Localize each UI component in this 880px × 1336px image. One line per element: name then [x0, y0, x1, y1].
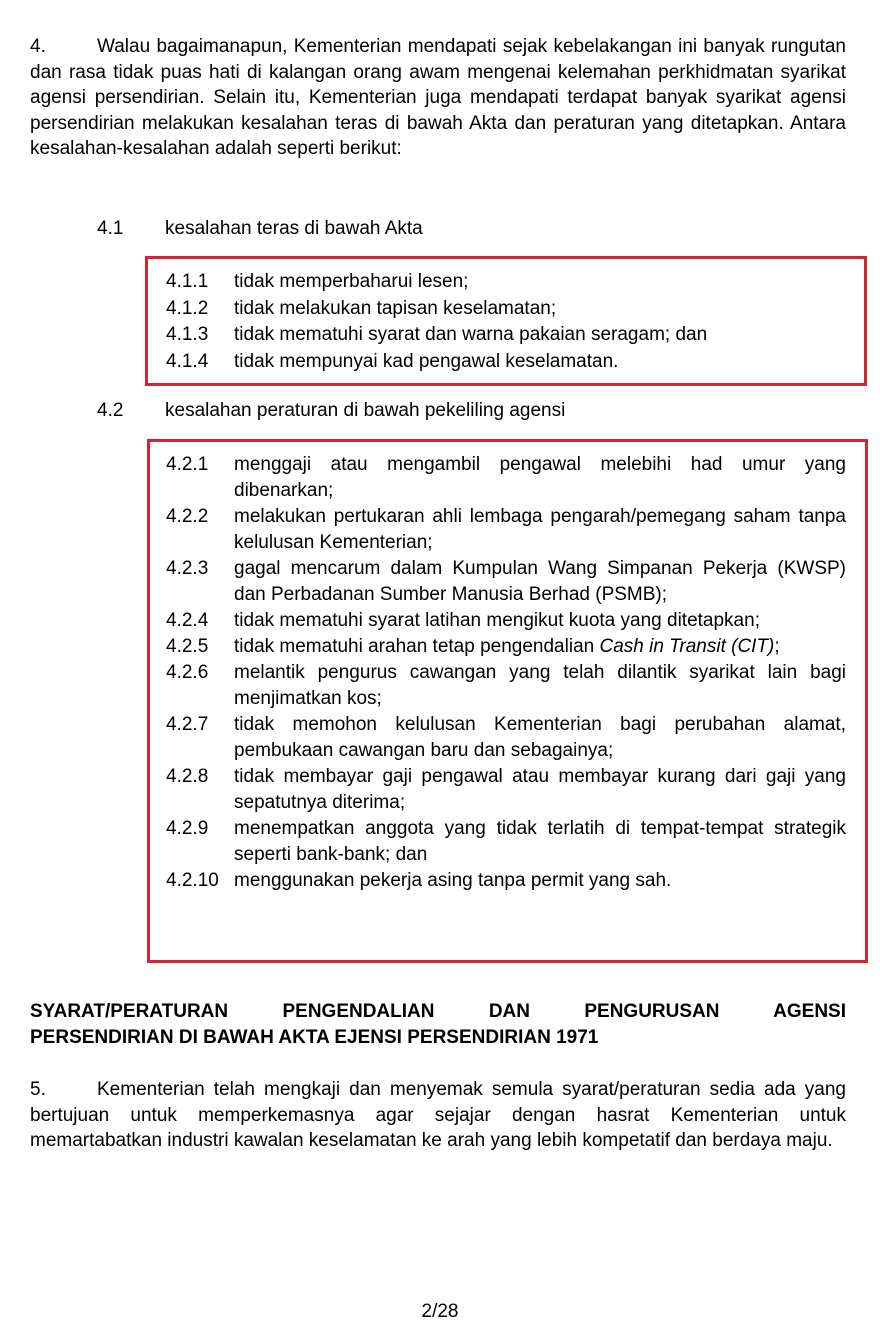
item-number: 4.2.6 — [166, 662, 209, 683]
item-number: 4.1.2 — [166, 297, 209, 319]
section-4-2-heading — [97, 398, 857, 423]
item-text: melakukan pertukaran ahli lembaga pengarah/pemegang saham tanpa kelulusan Kementerian; — [234, 506, 846, 553]
item-text: menggaji atau mengambil pengawal melebihi had umur yang dibenarkan; — [234, 454, 846, 501]
paragraph-text: Kementerian telah mengkaji dan menyemak semula syarat/peraturan sedia ada yang bertujuan untuk memperkemasnya agar sejajar dengan hasrat Kementerian untuk memartabatkan industri kawalan keselamatan ke arah yang lebih kompetatif dan berdaya maju. — [30, 1079, 846, 1151]
item-number: 4.2.7 — [166, 714, 209, 735]
item-text: melantik pengurus cawangan yang telah dilantik syarikat lain bagi menjimatkan kos; — [234, 662, 846, 709]
section-title: kesalahan teras di bawah Akta — [165, 218, 423, 239]
section-title: kesalahan peraturan di bawah pekeliling agensi — [165, 400, 566, 421]
paragraph-number: 4. — [30, 36, 46, 57]
item-text-end: ; — [774, 636, 780, 657]
item-text: tidak memperbaharui lesen; — [234, 271, 469, 292]
section-heading — [30, 999, 846, 1051]
core-offences-list — [166, 269, 846, 375]
item-number: 4.2.10 — [166, 870, 219, 891]
section-number: 4.2 — [97, 400, 124, 421]
list-item — [166, 634, 846, 660]
list-item — [166, 452, 846, 504]
list-item — [166, 556, 846, 608]
item-text: tidak membayar gaji pengawal atau membayar kurang dari gaji yang sepatutnya diterima; — [234, 766, 846, 813]
list-item — [166, 608, 846, 634]
list-item — [166, 269, 846, 296]
item-number: 4.2.2 — [166, 506, 209, 527]
section-4-1-heading — [97, 216, 857, 241]
item-text: menempatkan anggota yang tidak terlatih di tempat-tempat strategik seperti bank-bank; dan — [234, 818, 846, 865]
item-text: tidak mematuhi syarat latihan mengikut kuota yang ditetapkan; — [234, 610, 760, 631]
item-number: 4.2.3 — [166, 558, 209, 579]
item-number: 4.1.3 — [166, 324, 209, 345]
heading-line-2: PERSENDIRIAN DI BAWAH AKTA EJENSI PERSENDIRIAN 1971 — [30, 1027, 599, 1048]
list-item — [166, 764, 846, 816]
item-text — [234, 634, 846, 660]
list-item — [166, 816, 846, 868]
item-text: tidak melakukan tapisan keselamatan; — [234, 297, 557, 319]
heading-line-1: SYARAT/PERATURAN PENGENDALIAN DAN PENGURUSAN AGENSI — [30, 1001, 846, 1022]
item-number: 4.2.5 — [166, 636, 209, 657]
item-text: tidak memohon kelulusan Kementerian bagi perubahan alamat, pembukaan cawangan baru dan sebagainya; — [234, 714, 846, 761]
paragraph-4 — [30, 34, 846, 162]
item-number: 4.2.9 — [166, 818, 209, 839]
regulation-offences-list — [166, 452, 846, 894]
item-text: menggunakan pekerja asing tanpa permit yang sah. — [234, 870, 672, 891]
item-number: 4.1.4 — [166, 350, 209, 372]
item-text: tidak mempunyai kad pengawal keselamatan. — [234, 350, 619, 372]
list-item — [166, 322, 846, 349]
item-number: 4.2.8 — [166, 766, 209, 787]
list-item — [166, 712, 846, 764]
item-text-start: tidak mematuhi arahan tetap pengendalian — [234, 636, 600, 657]
item-number: 4.2.4 — [166, 610, 209, 631]
item-text: tidak mematuhi syarat dan warna pakaian seragam; dan — [234, 324, 708, 345]
paragraph-text: Walau bagaimanapun, Kementerian mendapati sejak kebelakangan ini banyak rungutan dan rasa tidak puas hati di kalangan orang awam mengenai kelemahan perkhidmatan syarikat agensi persendirian. Selain itu, Kementerian juga mendapati terdapat banyak syarikat agensi persendirian melakukan kesalahan teras di bawah Akta dan peraturan yang ditetapkan. Antara kesalahan-kesalahan adalah seperti berikut: — [30, 36, 846, 159]
list-item — [166, 349, 846, 376]
list-item — [166, 660, 846, 712]
section-number: 4.1 — [97, 218, 124, 239]
item-text: gagal mencarum dalam Kumpulan Wang Simpanan Pekerja (KWSP) dan Perbadanan Sumber Manusia Berhad (PSMB); — [234, 558, 846, 605]
item-number: 4.2.1 — [166, 454, 209, 475]
item-number: 4.1.1 — [166, 271, 209, 292]
list-item — [166, 868, 846, 894]
list-item — [166, 504, 846, 556]
paragraph-5 — [30, 1077, 846, 1154]
list-item — [166, 296, 846, 323]
item-text-italic: Cash in Transit (CIT) — [599, 636, 775, 657]
page-number: 2/28 — [421, 1301, 459, 1322]
paragraph-number: 5. — [30, 1079, 46, 1100]
